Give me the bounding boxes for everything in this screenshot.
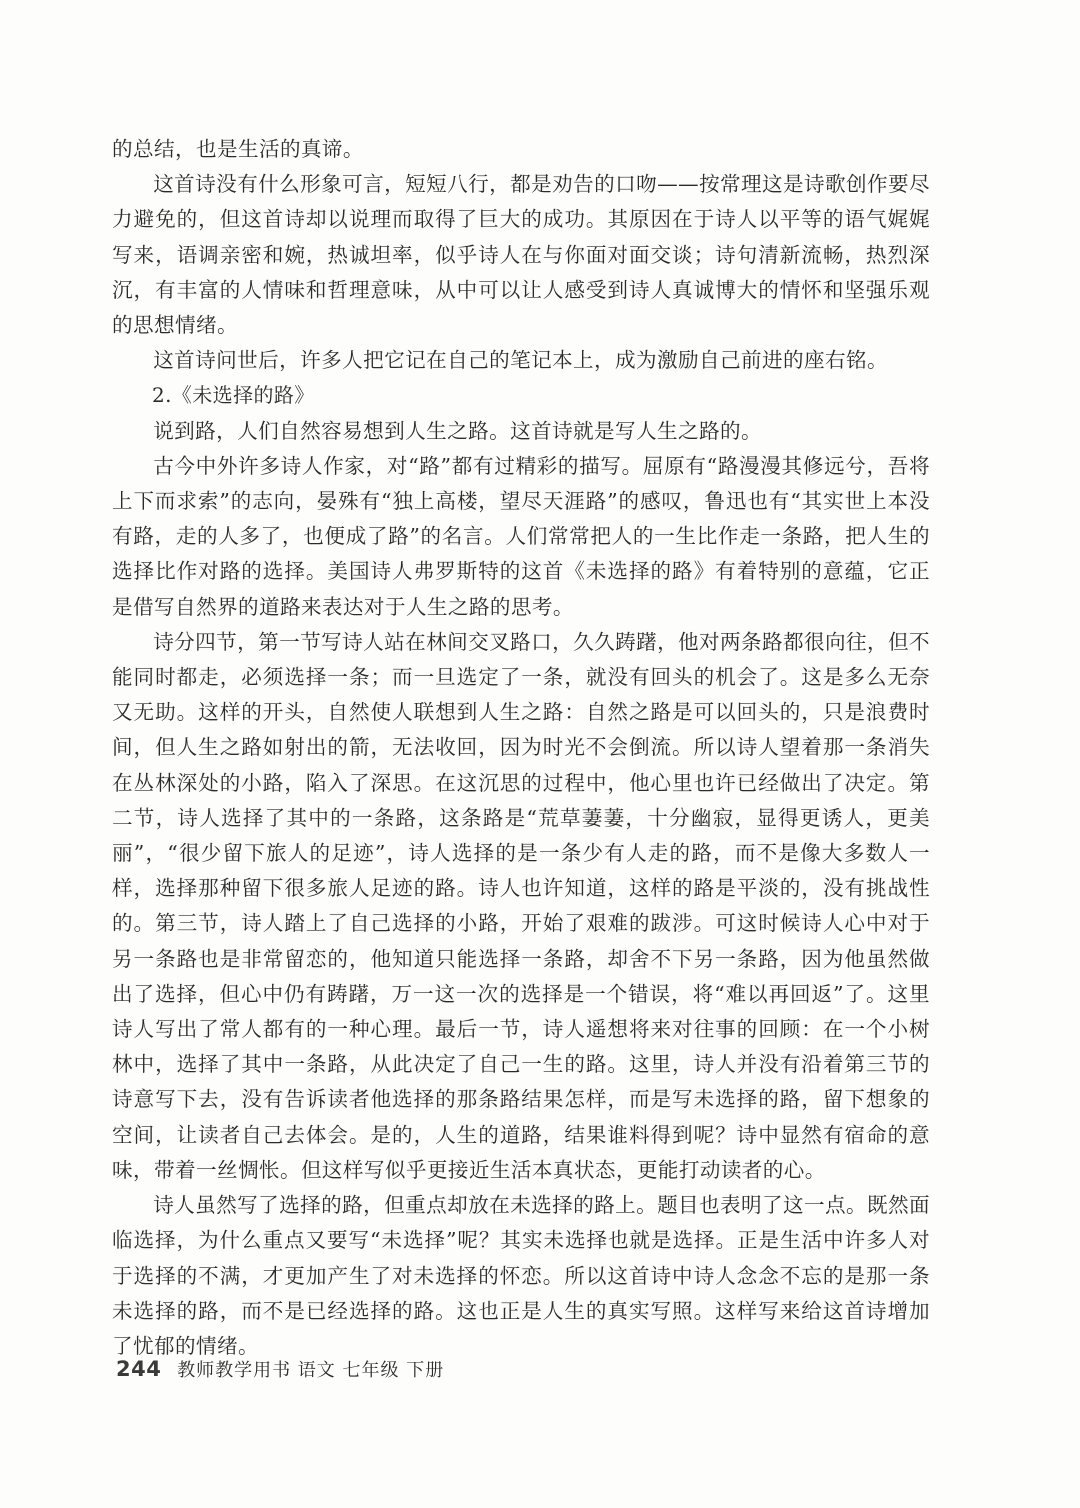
paragraph: 诗分四节，第一节写诗人站在林间交叉路口，久久踌躇，他对两条路都很向往，但不能同时都走，必须选择一条；而一旦选定了一条，就没有回头的机会了。这是多么无奈又无助。这样的开头，自然使人联想到人生之路：自然之路是可以回头的，只是浪费时间，但人生之路如射出的箭，无法收回，因为时光不会倒流。所以诗人望着那一条消失在丛林深处的小路，陷入了深思。在这沉思的过程中，他心里也许已经做出了决定。第二节，诗人选择了其中的一条路，这条路是“荒草萋萋，十分幽寂，显得更诱人，更美丽”，“很少留下旅人的足迹”，诗人选择的是一条少有人走的路，而不是像大多数人一样，选择那种留下很多旅人足迹的路。诗人也许知道，这样的路是平淡的，没有挑战性的。第三节，诗人踏上了自己选择的小路，开始了艰难的跋涉。可这时候诗人心中对于另一条路也是非常留恋的，他知道只能选择一条路，却舍不下另一条路，因为他虽然做出了选择，但心中仍有踌躇，万一这一次的选择是一个错误，将“难以再回返”了。这里诗人写出了常人都有的一种心理。最后一节，诗人遥想将来对往事的回顾：在一个小树林中，选择了其中一条路，从此决定了自己一生的路。这里，诗人并没有沿着第三节的诗意写下去，没有告诉读者他选择的那条路结果怎样，而是写未选择的路，留下想象的空间，让读者自己去体会。是的，人生的道路，结果谁料得到呢？诗中显然有宿命的意味，带着一丝惆怅。但这样写似乎更接近生活本真状态，更能打动读者的心。 <box>112 629 930 1182</box>
page-footer <box>116 1356 444 1382</box>
paragraph: 古今中外许多诗人作家，对“路”都有过精彩的描写。屈原有“路漫漫其修远兮，吾将上下而求索”的志向，晏殊有“独上高楼，望尽天涯路”的感叹，鲁迅也有“其实世上本没有路，走的人多了，也便成了路”的名言。人们常常把人的一生比作走一条路，把人生的选择比作对路的选择。美国诗人弗罗斯特的这首《未选择的路》有着特别的意蕴，它正是借写自然界的道路来表达对于人生之路的思考。 <box>112 453 930 619</box>
section-heading: 2.《未选择的路》 <box>152 383 315 408</box>
page-number: 244 <box>116 1357 162 1381</box>
paragraph: 的总结，也是生活的真谛。 <box>112 137 364 161</box>
paragraph: 这首诗没有什么形象可言，短短八行，都是劝告的口吻——按常理这是诗歌创作要尽力避免的，但这首诗却以说理而取得了巨大的成功。其原因在于诗人以平等的语气娓娓写来，语调亲密和婉，热诚坦率，似乎诗人在与你面对面交谈；诗句清新流畅，热烈深沉，有丰富的人情味和哲理意味，从中可以让人感受到诗人真诚博大的情怀和坚强乐观的思想情绪。 <box>112 172 930 338</box>
body-text <box>112 132 930 1364</box>
paragraph: 诗人虽然写了选择的路，但重点却放在未选择的路上。题目也表明了这一点。既然面临选择，为什么重点又要写“未选择”呢？其实未选择也就是选择。正是生活中许多人对于选择的不满，才更加产生了对未选择的怀恋。所以这首诗中诗人念念不忘的是那一条未选择的路，而不是已经选择的路。这也正是人生的真实写照。这样写来给这首诗增加了忧郁的情绪。 <box>112 1193 930 1358</box>
paragraph: 这首诗问世后，许多人把它记在自己的笔记本上，成为激励自己前进的座右铭。 <box>153 348 888 373</box>
paragraph: 说到路，人们自然容易想到人生之路。这首诗就是写人生之路的。 <box>153 418 763 443</box>
book-title: 教师教学用书 语文 七年级 下册 <box>177 1360 445 1381</box>
